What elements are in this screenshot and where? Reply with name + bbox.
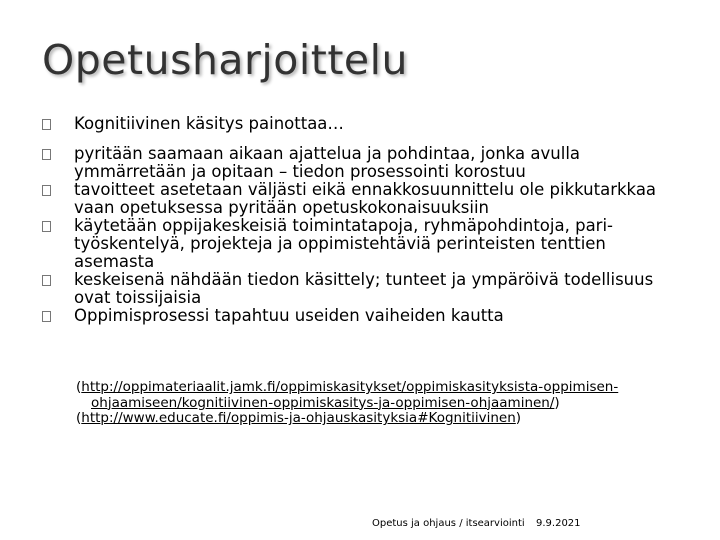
reference-item (76, 411, 656, 427)
bullet-item (42, 271, 682, 307)
bullet-text: Kognitiivinen käsitys painottaa… (74, 114, 344, 133)
bullet-square-icon (42, 221, 51, 232)
reference-item (76, 380, 656, 411)
bullet-item (42, 217, 682, 271)
bullet-text: pyritään saamaan aikaan ajattelua ja pohdintaa, jonka avulla ymmärretään ja opitaan – tiedon prosessointi korostuu (74, 144, 581, 181)
bullet-square-icon (42, 185, 51, 196)
paren-close: ) (554, 394, 560, 411)
reference-link-educate[interactable]: http://www.educate.fi/oppimis-ja-ohjauskasityksia#Kognitiivinen (81, 410, 516, 426)
bullet-list (42, 115, 682, 325)
footer-date: 9.9.2021 (536, 518, 581, 529)
bullet-text: käytetään oppijakeskeisiä toimintatapoja, ryhmäpohdintoja, pari-työskentelyä, projekteja ja oppimistehtäviä perinteisten tenttien asemasta (74, 216, 613, 271)
reference-link-jamk[interactable]: http://oppimateriaalit.jamk.fi/oppimiskasitykset/oppimiskasityksista-oppimisen-ohjaamiseen/kognitiivinen-oppimiskasitys-ja-oppimisen-ohjaaminen/ (81, 379, 619, 411)
bullet-text: Oppimisprosessi tapahtuu useiden vaiheiden kautta (74, 306, 504, 325)
reference-list (76, 380, 656, 427)
bullet-item (42, 181, 682, 217)
bullet-text: tavoitteet asetetaan väljästi eikä ennakkosuunnittelu ole pikkutarkkaa vaan opetuksessa pyritään opetuskokonaisuuksiin (74, 180, 657, 217)
bullet-square-icon (42, 311, 51, 322)
bullet-square-icon (42, 119, 51, 130)
bullet-item (42, 307, 682, 325)
bullet-text: keskeisenä nähdään tiedon käsittely; tunteet ja ympäröivä todellisuus ovat toissijaisia (74, 270, 654, 307)
footer-course: Opetus ja ohjaus / itsearviointi (372, 518, 525, 529)
bullet-item (42, 145, 682, 181)
bullet-square-icon (42, 275, 51, 286)
paren-open: ( (76, 379, 82, 395)
bullet-square-icon (42, 149, 51, 160)
bullet-item (42, 115, 682, 133)
paren-open: ( (76, 410, 82, 426)
paren-close: ) (515, 410, 522, 426)
slide-title: Opetusharjoittelu (42, 36, 409, 84)
